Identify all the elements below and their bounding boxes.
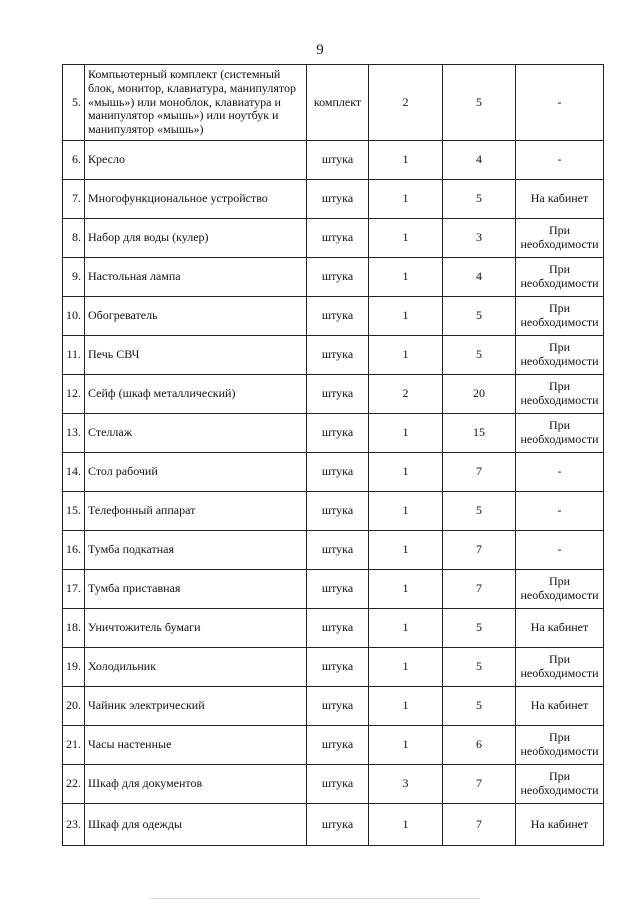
service-life-years-cell: 4 (443, 258, 516, 297)
service-life-years-cell: 4 (443, 141, 516, 180)
item-name-cell: Уничтожитель бумаги (85, 609, 307, 648)
unit-of-measure-cell: штука (307, 141, 369, 180)
unit-of-measure-cell: штука (307, 414, 369, 453)
row-number-cell: 9. (63, 258, 85, 297)
service-life-years-cell: 5 (443, 336, 516, 375)
unit-of-measure-cell: штука (307, 804, 369, 846)
unit-of-measure-cell: штука (307, 570, 369, 609)
equipment-table (62, 64, 604, 846)
row-number-cell: 7. (63, 180, 85, 219)
unit-of-measure-cell: штука (307, 219, 369, 258)
row-number-cell: 17. (63, 570, 85, 609)
unit-of-measure-cell: штука (307, 531, 369, 570)
service-life-years-cell: 5 (443, 297, 516, 336)
row-number-cell: 5. (63, 65, 85, 141)
service-life-years-cell: 5 (443, 648, 516, 687)
service-life-years-cell: 5 (443, 687, 516, 726)
service-life-years-cell: 7 (443, 570, 516, 609)
table-row (63, 648, 604, 687)
row-number-cell: 6. (63, 141, 85, 180)
item-name-cell: Настольная лампа (85, 258, 307, 297)
service-life-years-cell: 15 (443, 414, 516, 453)
quantity-cell: 1 (369, 492, 443, 531)
table-row (63, 726, 604, 765)
unit-of-measure-cell: штука (307, 726, 369, 765)
table-row (63, 531, 604, 570)
table-row (63, 180, 604, 219)
note-cell: При необходимости (516, 570, 604, 609)
item-name-cell: Сейф (шкаф металлический) (85, 375, 307, 414)
unit-of-measure-cell: штука (307, 297, 369, 336)
item-name-cell: Тумба подкатная (85, 531, 307, 570)
note-cell: При необходимости (516, 336, 604, 375)
table-row (63, 414, 604, 453)
quantity-cell: 1 (369, 141, 443, 180)
note-cell: На кабинет (516, 687, 604, 726)
item-name-cell: Компьютерный комплект (системный блок, монитор, клавиатура, манипулятор «мышь») или моноблок, клавиатура и манипулятор «мышь») или ноутбук и манипулятор «мышь») (85, 65, 307, 141)
note-cell: При необходимости (516, 648, 604, 687)
row-number-cell: 15. (63, 492, 85, 531)
note-cell: При необходимости (516, 765, 604, 804)
table-row (63, 258, 604, 297)
unit-of-measure-cell: штука (307, 609, 369, 648)
table-row (63, 765, 604, 804)
note-cell: На кабинет (516, 180, 604, 219)
note-cell: - (516, 65, 604, 141)
note-cell: На кабинет (516, 804, 604, 846)
note-cell: - (516, 141, 604, 180)
item-name-cell: Стол рабочий (85, 453, 307, 492)
note-cell: При необходимости (516, 375, 604, 414)
table-row (63, 570, 604, 609)
unit-of-measure-cell: штука (307, 258, 369, 297)
note-cell: При необходимости (516, 297, 604, 336)
scan-edge-mark (150, 898, 480, 905)
quantity-cell: 1 (369, 531, 443, 570)
quantity-cell: 1 (369, 804, 443, 846)
table-body (63, 65, 604, 846)
unit-of-measure-cell: штука (307, 375, 369, 414)
row-number-cell: 12. (63, 375, 85, 414)
item-name-cell: Шкаф для одежды (85, 804, 307, 846)
item-name-cell: Часы настенные (85, 726, 307, 765)
table-row (63, 219, 604, 258)
item-name-cell: Телефонный аппарат (85, 492, 307, 531)
note-cell: - (516, 453, 604, 492)
unit-of-measure-cell: штука (307, 687, 369, 726)
quantity-cell: 1 (369, 687, 443, 726)
quantity-cell: 1 (369, 336, 443, 375)
service-life-years-cell: 5 (443, 65, 516, 141)
row-number-cell: 22. (63, 765, 85, 804)
table-row (63, 804, 604, 846)
quantity-cell: 3 (369, 765, 443, 804)
quantity-cell: 1 (369, 258, 443, 297)
service-life-years-cell: 7 (443, 765, 516, 804)
table-row (63, 453, 604, 492)
row-number-cell: 23. (63, 804, 85, 846)
quantity-cell: 1 (369, 414, 443, 453)
row-number-cell: 10. (63, 297, 85, 336)
item-name-cell: Обогреватель (85, 297, 307, 336)
quantity-cell: 1 (369, 219, 443, 258)
quantity-cell: 1 (369, 648, 443, 687)
service-life-years-cell: 20 (443, 375, 516, 414)
service-life-years-cell: 7 (443, 531, 516, 570)
service-life-years-cell: 5 (443, 609, 516, 648)
item-name-cell: Холодильник (85, 648, 307, 687)
unit-of-measure-cell: штука (307, 648, 369, 687)
table-row (63, 375, 604, 414)
item-name-cell: Печь СВЧ (85, 336, 307, 375)
quantity-cell: 2 (369, 375, 443, 414)
item-name-cell: Шкаф для документов (85, 765, 307, 804)
unit-of-measure-cell: штука (307, 336, 369, 375)
service-life-years-cell: 7 (443, 804, 516, 846)
service-life-years-cell: 3 (443, 219, 516, 258)
unit-of-measure-cell: комплект (307, 65, 369, 141)
page-number: 9 (316, 42, 324, 58)
quantity-cell: 1 (369, 609, 443, 648)
item-name-cell: Стеллаж (85, 414, 307, 453)
quantity-cell: 2 (369, 65, 443, 141)
service-life-years-cell: 5 (443, 492, 516, 531)
row-number-cell: 19. (63, 648, 85, 687)
row-number-cell: 18. (63, 609, 85, 648)
row-number-cell: 16. (63, 531, 85, 570)
row-number-cell: 11. (63, 336, 85, 375)
note-cell: На кабинет (516, 609, 604, 648)
item-name-cell: Многофункциональное устройство (85, 180, 307, 219)
note-cell: При необходимости (516, 414, 604, 453)
service-life-years-cell: 6 (443, 726, 516, 765)
note-cell: При необходимости (516, 726, 604, 765)
quantity-cell: 1 (369, 180, 443, 219)
table-row (63, 492, 604, 531)
table-row (63, 141, 604, 180)
item-name-cell: Кресло (85, 141, 307, 180)
note-cell: - (516, 492, 604, 531)
item-name-cell: Набор для воды (кулер) (85, 219, 307, 258)
row-number-cell: 21. (63, 726, 85, 765)
quantity-cell: 1 (369, 570, 443, 609)
quantity-cell: 1 (369, 297, 443, 336)
row-number-cell: 20. (63, 687, 85, 726)
row-number-cell: 13. (63, 414, 85, 453)
note-cell: При необходимости (516, 219, 604, 258)
table-row (63, 336, 604, 375)
item-name-cell: Чайник электрический (85, 687, 307, 726)
table-row (63, 65, 604, 141)
row-number-cell: 8. (63, 219, 85, 258)
row-number-cell: 14. (63, 453, 85, 492)
table-row (63, 687, 604, 726)
note-cell: - (516, 531, 604, 570)
table-row (63, 609, 604, 648)
unit-of-measure-cell: штука (307, 765, 369, 804)
quantity-cell: 1 (369, 726, 443, 765)
item-name-cell: Тумба приставная (85, 570, 307, 609)
note-cell: При необходимости (516, 258, 604, 297)
unit-of-measure-cell: штука (307, 453, 369, 492)
quantity-cell: 1 (369, 453, 443, 492)
unit-of-measure-cell: штука (307, 180, 369, 219)
table-row (63, 297, 604, 336)
service-life-years-cell: 5 (443, 180, 516, 219)
unit-of-measure-cell: штука (307, 492, 369, 531)
service-life-years-cell: 7 (443, 453, 516, 492)
